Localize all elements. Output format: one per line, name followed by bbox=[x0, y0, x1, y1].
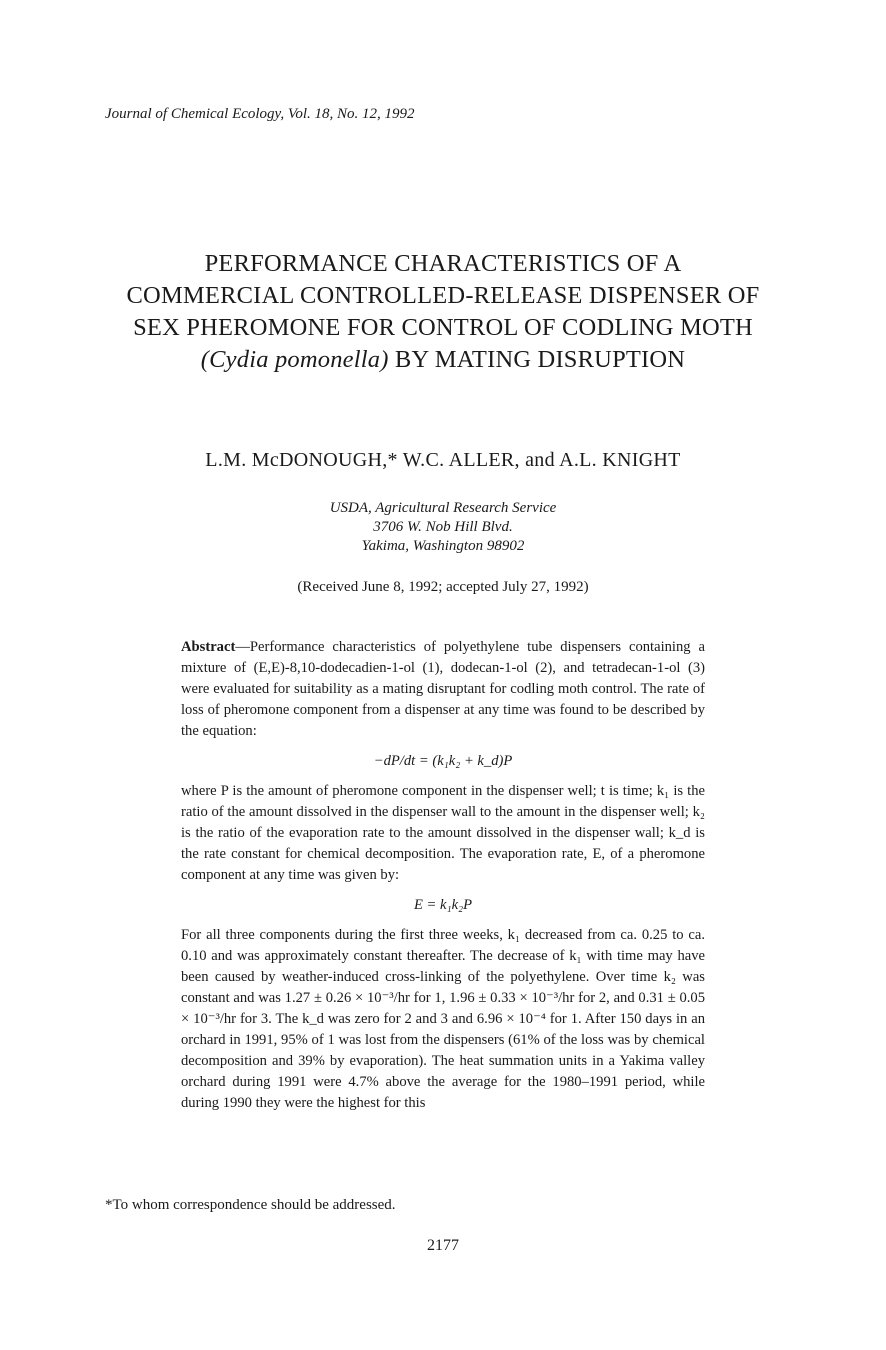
affiliation-line-3: Yakima, Washington 98902 bbox=[361, 538, 525, 554]
title-line-2: COMMERCIAL CONTROLLED-RELEASE DISPENSER OF bbox=[126, 282, 760, 309]
title-line-4 bbox=[60, 344, 826, 376]
title-line-4-rest: BY MATING DISRUPTION bbox=[388, 346, 686, 373]
rate-equation: −dP/dt = (k₁k₂ + k_d)P bbox=[373, 753, 513, 769]
evaporation-equation: E = k₁k₂P bbox=[413, 897, 473, 913]
journal-citation: Journal of Chemical Ecology, Vol. 18, No. 12, 1992 bbox=[105, 106, 415, 122]
correspondence-footnote: *To whom correspondence should be addressed. bbox=[105, 1197, 396, 1213]
abstract-text-1: —Performance characteristics of polyethylene tube dispensers containing a mixture of (E,E)-8,10-dodecadien-1-ol (1), dodecan-1-ol (2), and tetradecan-1-ol (3) were evaluated for suitability as a mating disruptant for codling moth control. The rate of loss of pheromone component from a dispenser at any time was found to be described by the equation: bbox=[181, 639, 705, 739]
affiliation bbox=[60, 499, 826, 556]
received-dates: (Received June 8, 1992; accepted July 27, 1992) bbox=[297, 579, 589, 595]
page-number: 2177 bbox=[427, 1237, 459, 1254]
abstract-paragraph-1 bbox=[181, 637, 705, 742]
title-line-3: SEX PHEROMONE FOR CONTROL OF CODLING MOTH bbox=[133, 314, 753, 341]
abstract-heading: Abstract bbox=[181, 639, 236, 655]
affiliation-line-1: USDA, Agricultural Research Service bbox=[329, 500, 557, 516]
abstract-paragraph-3: For all three components during the first three weeks, k₁ decreased from ca. 0.25 to ca. 0.10 and was approximately constant thereafter. The decrease of k₁ with time may have been caused by weather-induced cross-linking of the polyethylene. Over time k₂ was constant and was 1.27 ± 0.26 × 10⁻³/hr for 1, 1.96 ± 0.33 × 10⁻³/hr for 2, and 0.31 ± 0.05 × 10⁻³/hr for 3. The k_d was zero for 2 and 3 and 6.96 × 10⁻⁴ for 1. After 150 days in an orchard in 1991, 95% of 1 was lost from the dispensers (61% of the loss was by chemical decomposition and 39% by evaporation). The heat summation units in a Yakima valley orchard during 1991 were 4.7% above the average for the 1980–1991 period, while during 1990 they were the highest for this bbox=[181, 927, 705, 1111]
abstract-paragraph-2: where P is the amount of pheromone component in the dispenser well; t is time; k₁ is the ratio of the amount dissolved in the dispenser wall to the amount in the dispenser well; k₂ is the ratio of the evaporation rate to the amount dissolved in the dispenser wall; k_d is the rate constant for chemical decomposition. The evaporation rate, E, of a pheromone component at any time was given by: bbox=[181, 783, 705, 883]
affiliation-line-2: 3706 W. Nob Hill Blvd. bbox=[373, 519, 513, 535]
paper-title bbox=[60, 248, 826, 376]
author-list: L.M. McDONOUGH,* W.C. ALLER, and A.L. KNIGHT bbox=[205, 449, 681, 471]
abstract bbox=[181, 637, 705, 1114]
title-species-name: (Cydia pomonella) bbox=[200, 346, 389, 373]
title-line-1: PERFORMANCE CHARACTERISTICS OF A bbox=[204, 250, 682, 277]
